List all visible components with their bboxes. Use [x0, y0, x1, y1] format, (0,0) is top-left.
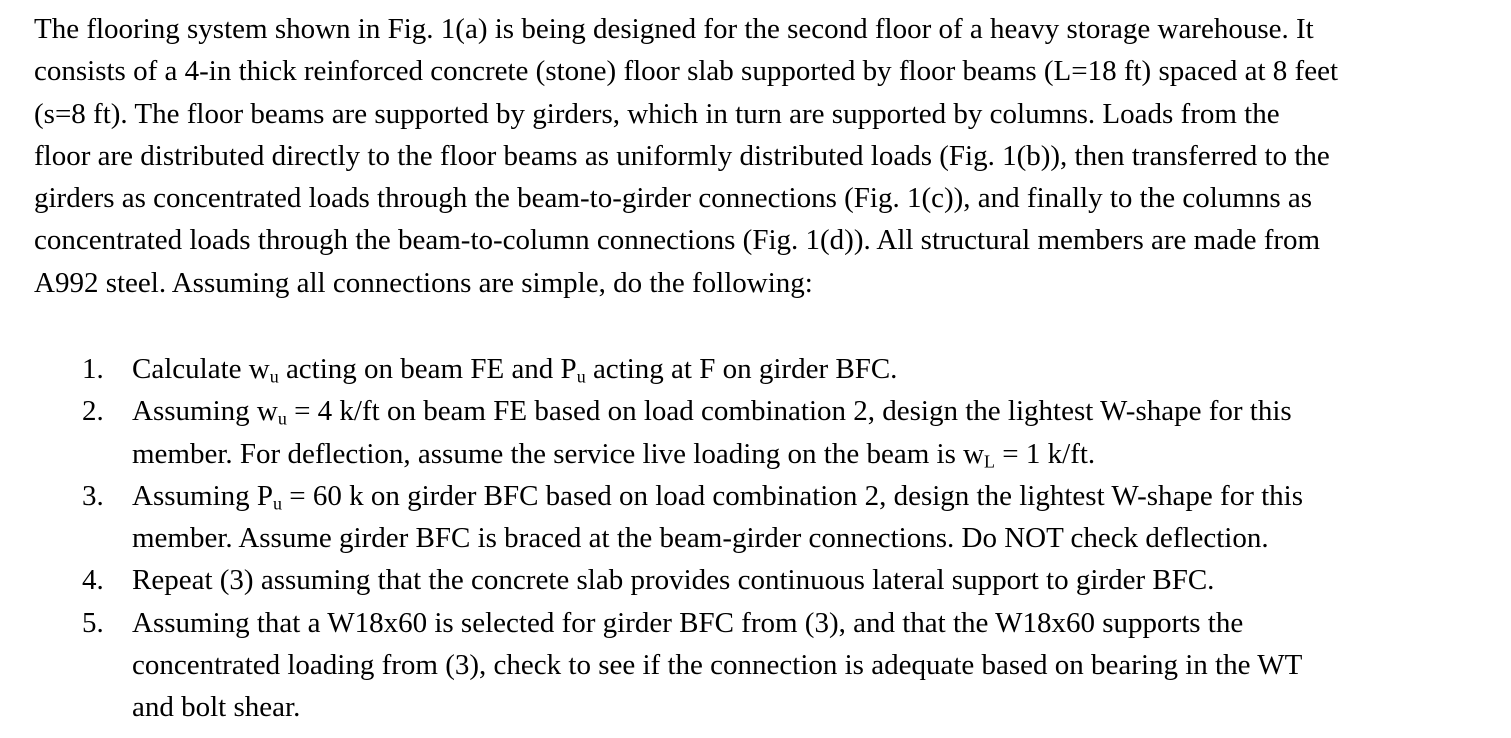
task-number: 5.: [82, 606, 104, 639]
task-number: 1.: [82, 353, 104, 385]
task-line: [132, 433, 1482, 475]
subscript: u: [277, 408, 287, 429]
statement-line: (s=8 ft). The floor beams are supported by girders, which in turn are supported by columns. Loads from the: [34, 97, 1280, 130]
task-line: [132, 348, 1482, 390]
problem-document: [34, 8, 1494, 724]
problem-statement: [34, 8, 1494, 304]
task-list: [82, 348, 1482, 729]
task-text: Assuming w: [132, 395, 278, 428]
task-line: [132, 475, 1482, 517]
task-text: Assuming P: [132, 479, 274, 512]
statement-line: floor are distributed directly to the floor beams as uniformly distributed loads (Fig. 1(b)), then transferred to the: [34, 139, 1330, 172]
task-line: and bolt shear.: [132, 691, 301, 724]
task-text: = 1 k/ft.: [995, 437, 1096, 470]
subscript: u: [269, 366, 279, 387]
task-number: 3.: [82, 479, 104, 512]
task-text: = 60 k on girder BFC based on load combination 2, design the lightest W-shape for this: [282, 479, 1304, 512]
task-line: Repeat (3) assuming that the concrete slab provides continuous lateral support to girder BFC.: [132, 564, 1215, 597]
task-line: Assuming that a W18x60 is selected for girder BFC from (3), and that the W18x60 supports the: [132, 606, 1244, 639]
statement-line: A992 steel. Assuming all connections are simple, do the following:: [34, 266, 813, 299]
statement-line: The flooring system shown in Fig. 1(a) is being designed for the second floor of a heavy storage warehouse. It: [34, 13, 1314, 45]
task-text: acting on beam FE and P: [278, 353, 577, 385]
task-line: [132, 390, 1482, 432]
statement-line: girders as concentrated loads through the beam-to-girder connections (Fig. 1(c)), and finally to the columns as: [34, 182, 1313, 215]
task-line: concentrated loading from (3), check to see if the connection is adequate based on bearing in the WT: [132, 649, 1303, 682]
task-text: = 4 k/ft on beam FE based on load combination 2, design the lightest W-shape for this: [286, 395, 1292, 428]
task-number: 4.: [82, 564, 104, 597]
statement-line: consists of a 4-in thick reinforced concrete (stone) floor slab supported by floor beams (L=18 ft) spaced at 8 feet: [34, 55, 1338, 88]
subscript: L: [984, 451, 996, 472]
task-line: member. Assume girder BFC is braced at the beam-girder connections. Do NOT check deflection.: [132, 522, 1269, 555]
statement-line: concentrated loads through the beam-to-column connections (Fig. 1(d)). All structural members are made from: [34, 224, 1321, 257]
task-item: [82, 475, 1482, 560]
task-item: [82, 559, 1482, 601]
subscript: u: [273, 493, 282, 514]
task-item: [82, 602, 1482, 729]
task-text: member. For deflection, assume the service live loading on the beam is w: [132, 437, 985, 470]
task-item: [82, 390, 1482, 475]
subscript: u: [576, 366, 586, 387]
task-text: acting at F on girder BFC.: [585, 353, 898, 385]
task-text: Calculate w: [132, 353, 270, 385]
task-item: [82, 348, 1482, 390]
task-number: 2.: [82, 395, 104, 428]
